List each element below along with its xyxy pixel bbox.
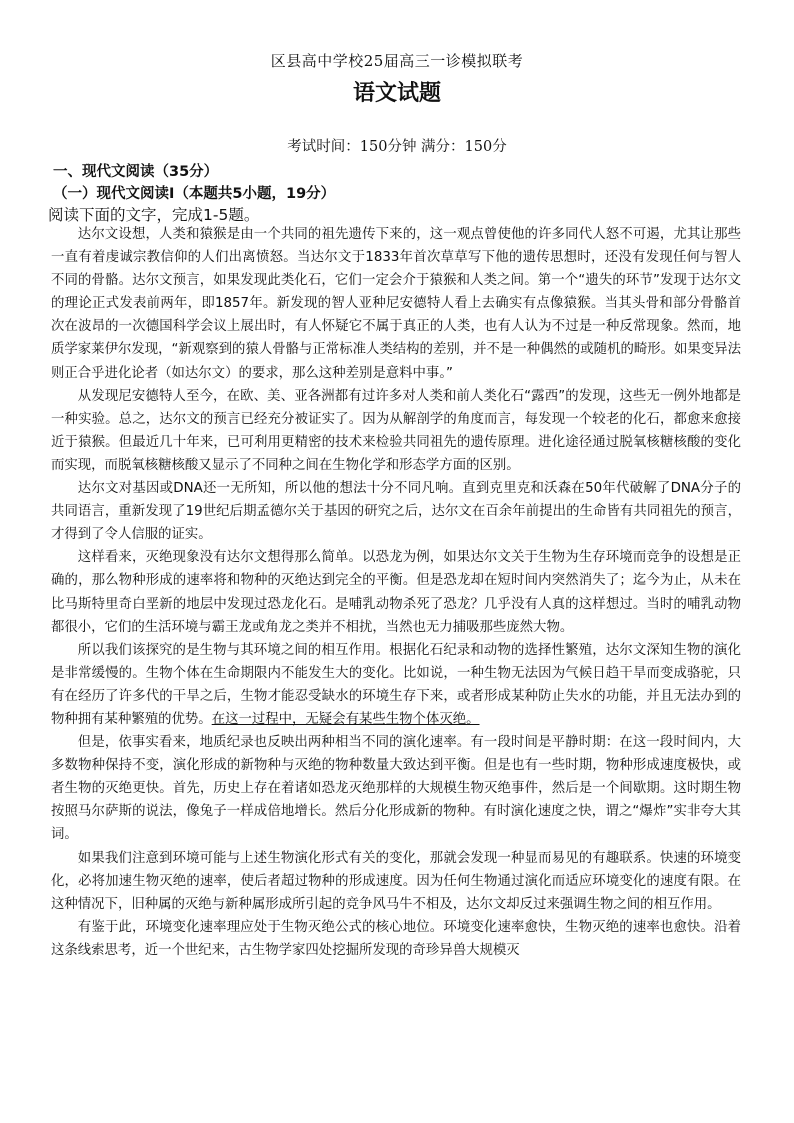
passage-paragraph-7: 如果我们注意到环境可能与上述生物演化形式有关的变化，那就会发现一种显而易见的有趣联系。快速的环境变化，必将加速生物灭绝的速率，使后者超过物种的形成速度。因为任何生物通过演化而适应环境变化的速度有限。在这种情况下，旧种属的灭绝与新种属形成所引起的竞争风马牛不相及，达尔文却反过来强调生物之间的相互作用。 bbox=[51, 850, 741, 912]
reading-passage bbox=[51, 223, 741, 962]
section-heading: 一、现代文阅读（35分） bbox=[53, 164, 219, 180]
underlined-sentence: 在这一过程中，无疑会有某些生物个体灭绝。 bbox=[211, 711, 480, 727]
section-subheading: （一）现代文阅读Ⅰ（本题共5小题，19分） bbox=[53, 186, 336, 202]
paragraph-5-text: 所以我们该探究的是生物与其环境之间的相互作用。根据化石纪录和动物的选择性繁殖，达尔文深知生物的演化是非常缓慢的。生物个体在生命期限内不能发生大的变化。比如说，一种生物无法因为气候日趋干旱而变成骆驼，只有在经历了许多代的干旱之后，生物才能忍受缺水的环境生存下来，或者形成某种防止失水的功能，并且无法办到的物种拥有某种繁殖的优势。 bbox=[51, 642, 741, 727]
passage-paragraph-2: 从发现尼安德特人至今，在欧、美、亚各洲都有过许多对人类和前人类化石“露西”的发现，这些无一例外地都是一种实验。总之，达尔文的预言已经充分被证实了。因为从解剖学的角度而言，每发现一个较老的化石，都愈来愈接近于猿猴。但最近几十年来，已可利用更精密的技术来检验共同祖先的遗传原理。进化途径通过脱氧核糖核酸的变化而实现，而脱氧核糖核酸又显示了不同种之间在生物化学和形态学方面的区别。 bbox=[51, 388, 741, 473]
passage-paragraph-4: 这样看来，灭绝现象没有达尔文想得那么简单。以恐龙为例，如果达尔文关于生物为生存环境而竞争的设想是正确的，那么物种形成的速率将和物种的灭绝达到完全的平衡。但是恐龙却在短时间内突然消失了；迄今为止，从未在比马斯特里奇白垩新的地层中发现过恐龙化石。是哺乳动物杀死了恐龙？几乎没有人真的这样想过。当时的哺乳动物都很小，它们的生活环境与霸王龙或角龙之类并不相扰，当然也无力捕吸那些庞然大物。 bbox=[51, 550, 741, 635]
passage-paragraph-5 bbox=[51, 639, 741, 731]
exam-title: 语文试题 bbox=[352, 81, 441, 106]
passage-paragraph-6: 但是，依事实看来，地质纪录也反映出两种相当不同的演化速率。有一段时间是平静时期：在这一段时间内，大多数物种保持不变，演化形成的新物种与灭绝的物种数量大致达到平衡。但是也有一些时期，物种形成速度极快，或者生物的灭绝更快。首先，历史上存在着诸如恐龙灭绝那样的大规模生物灭绝事件，然后是一个间歇期。这时期生物按照马尔萨斯的说法，像兔子一样成倍地增长。然后分化形成新的物种。有时演化速度之快，谓之“爆炸”实非夸大其词。 bbox=[51, 735, 741, 843]
reading-instruction: 阅读下面的文字，完成1-5题。 bbox=[48, 206, 260, 224]
exam-subtitle: 区县高中学校25届高三一诊模拟联考 bbox=[270, 52, 524, 70]
passage-paragraph-1: 达尔文设想，人类和猿猴是由一个共同的祖先遗传下来的，这一观点曾使他的许多同代人怒不可遏，尤其让那些一直有着虔诚宗教信仰的人们出离愤怒。当达尔文于1833年首次草草写下他的遗传思想时，还没有发现任何与智人不同的骨骼。达尔文预言，如果发现此类化石，它们一定会介于猿猴和人类之间。第一个“遗失的环节”发现于达尔文的理论正式发表前两年，即1857年。新发现的智人亚种尼安德特人看上去确实有点像猿猴。当其头骨和部分骨骼首次在波昂的一次德国科学会议上展出时，有人怀疑它不属于真正的人类，也有人认为不过是一种反常现象。然而，地质学家莱伊尔发现，“新观察到的猿人骨骼与正常标准人类结构的差别，并不是一种偶然的或随机的畸形。如果变异法则正合乎进化论者（如达尔文）的要求，那么这种差别是意料中事。” bbox=[51, 227, 741, 381]
passage-paragraph-3: 达尔文对基因或DNA还一无所知，所以他的想法十分不同凡响。直到克里克和沃森在50年代破解了DNA分子的共同语言，重新发现了19世纪后期孟德尔关于基因的研究之后，达尔文在百余年前提出的生命皆有共同祖先的预言，才得到了令人信服的证实。 bbox=[51, 481, 741, 543]
exam-time-and-score: 考试时间：150分钟 满分：150分 bbox=[287, 139, 507, 155]
passage-paragraph-8: 有鉴于此，环境变化速率理应处于生物灭绝公式的核心地位。环境变化速率愈快，生物灭绝的速率也愈快。沿着这条线索思考，近一个世纪来，古生物学家四处挖掘所发现的奇珍异兽大规模灭 bbox=[51, 919, 741, 958]
